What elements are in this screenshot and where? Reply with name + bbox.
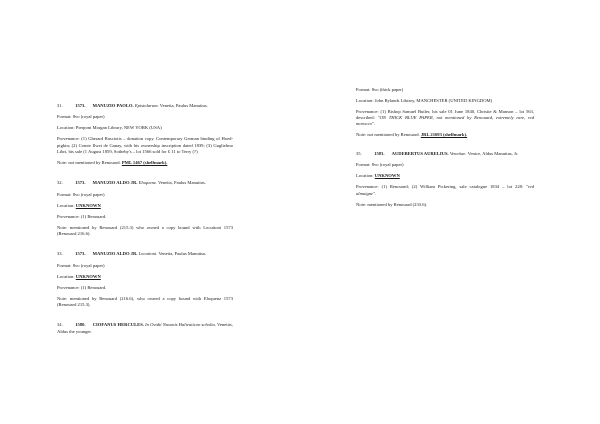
entry-number: 32. [57, 180, 63, 186]
entry-location [356, 173, 534, 179]
entry-imprint: Venetia, Paulus Manutius. [157, 180, 206, 186]
entry-note: Note: mentioned by Renouard (233.6). [356, 201, 428, 207]
catalogue-entry [57, 180, 233, 237]
entry-year: 1573. [75, 180, 86, 186]
entry-provenance [356, 184, 534, 196]
entry-provenance [356, 109, 534, 128]
entry-heading [57, 103, 233, 109]
location-label: Location: [57, 273, 75, 279]
location-label: Location: [57, 125, 75, 131]
entry-number: 33. [57, 251, 63, 257]
entry-location [57, 125, 233, 131]
entry-provenance: Provenance: (1) Renouard. [57, 284, 107, 290]
catalogue-entry [57, 251, 233, 308]
entry-format: Format: 8vo (thick paper) [356, 87, 404, 92]
entry-author: MANUZIO ALDO JR. [92, 180, 138, 186]
note-text: Note: not mentioned by Renouard. [57, 159, 121, 165]
entry-author: MANUZIO PAOLO. [92, 103, 134, 108]
entry-imprint: Venetia, Paulus Manutius. [159, 103, 208, 108]
provenance-quote: "red almaigne". [356, 184, 534, 196]
entry-year: 1573. [75, 251, 86, 257]
entry-imprint: Venice, Aldus Manutius, Jr. [467, 150, 519, 156]
catalogue-entry [57, 322, 233, 334]
note-shelfmark: JRL 21693 (shelfmark). [420, 132, 468, 138]
entry-author: AUDEBERTUS AURELIUS. [391, 150, 449, 156]
catalogue-entry [356, 151, 534, 208]
provenance-text: Provenance: (1) Renouard; (2) William Pickering, sale catalogue 1834 – lot 228: [356, 184, 524, 190]
note-text: Note: not mentioned by Renouard. [356, 132, 420, 138]
entry-heading [57, 180, 233, 186]
entry-continuation [356, 87, 534, 139]
location-label: Location: [356, 173, 374, 179]
entry-number: 35. [356, 150, 362, 156]
right-column [356, 87, 534, 213]
entry-year: 1573. [75, 103, 86, 108]
entry-provenance: Provenance: (1) Renouard. [57, 213, 107, 219]
entry-number: 31. [57, 103, 63, 108]
location-value: Pierpont Morgan Library, NEW YORK (USA) [75, 125, 162, 131]
entry-format: Format: 8vo (royal paper) [356, 162, 404, 168]
entry-title: Venetiae. [449, 150, 467, 156]
entry-note [356, 132, 534, 138]
entry-title: Locutioni. [138, 251, 158, 257]
entry-location: Location: John Rylands Library, MANCHESTER (UNITED KINGDOM) [356, 98, 493, 103]
entry-location [57, 203, 233, 209]
entry-title: Epistolarum. [134, 103, 159, 108]
entry-note: Note: mentioned by Renouard (216.6), who owned a copy bound with Eloquenz 1573 (Renouard 215.3). [57, 295, 233, 307]
entry-provenance: Provenance: (1) Gherard Rasciotis – donation copy. Contemporary German binding of Hoed-pigkin; (2) Comte Ilwei de Ganay, with his ownership inscription dated 1839; (3) Guglielmo Libri, his sale (1 August 1859, Sotheby's – lot 1566 sold for £ 11 to Terry (?) [57, 136, 233, 154]
entry-imprint: Venetiis, Aldus the younger. [57, 322, 233, 334]
entry-format: Format: 8vo (royal paper) [57, 114, 105, 120]
entry-note [57, 160, 233, 166]
location-value: UNKNOWN [374, 173, 400, 179]
entry-author: MANUZIO ALDO JR. [92, 251, 138, 257]
entry-location [57, 274, 233, 280]
entry-title: In Ovidii Nasonis Halieuticon scholia. [145, 322, 216, 328]
entry-note: Note: mentioned by Renouard (215.3) who owned a copy bound with Locutioni 1573 (Renouard 216.6). [57, 224, 233, 236]
note-shelfmark: PML 1467 (shelfmark). [121, 159, 168, 165]
catalogue-entry [57, 103, 233, 166]
provenance-quote: "ON THICK BLUE PAPER, not mentioned by Renouard, extremely rare, red morocco". [356, 115, 534, 127]
entry-format: Format: 8vo (royal paper) [57, 191, 105, 197]
entry-heading [356, 151, 534, 157]
entry-heading [57, 251, 233, 257]
entry-title: Eloquenz. [138, 180, 157, 186]
entry-year: 1580. [75, 322, 86, 328]
entry-number: 34. [57, 322, 63, 328]
location-value: UNKNOWN [75, 273, 101, 279]
location-value: UNKNOWN [75, 202, 101, 208]
entry-year: 1583. [374, 150, 385, 156]
provenance-text: Provenance: (1) Bishop Samuel Butler, his sale 01 June 1840, Christie & Manson – lot 563, described: [356, 109, 534, 121]
entry-imprint: Venetia, Paulus Manutius. [158, 251, 207, 257]
entry-format: Format: 8vo (royal paper) [57, 262, 105, 268]
entry-heading [57, 322, 233, 334]
left-column [57, 103, 233, 340]
location-label: Location: [57, 202, 75, 208]
entry-author: CIOFANUS HERCULES. [92, 322, 144, 328]
